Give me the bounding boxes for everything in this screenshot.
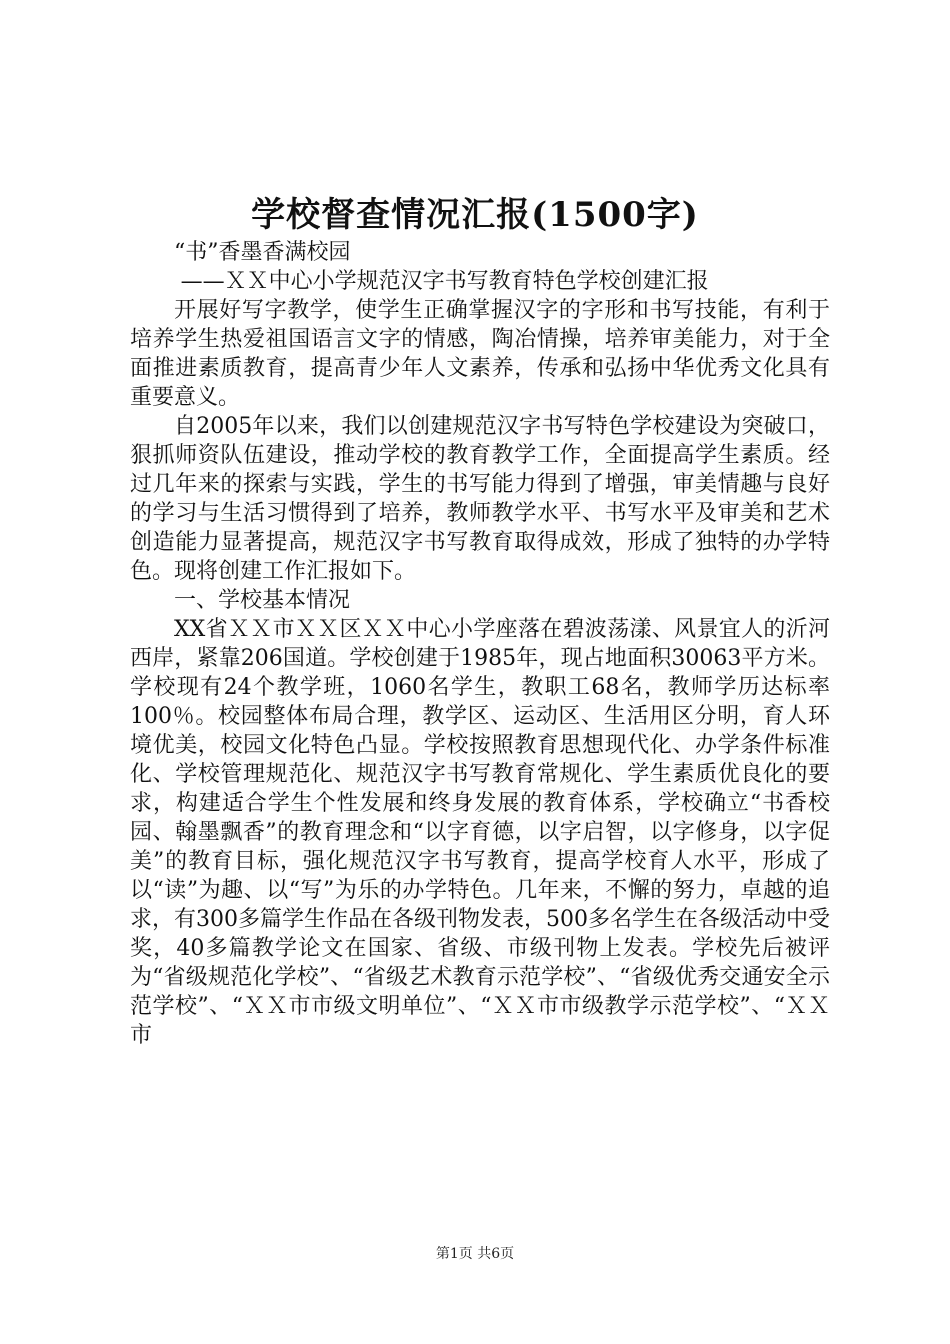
- document-heading: “书”香墨香满校园: [174, 240, 351, 265]
- paragraph-intro: 开展好写字教学，使学生正确掌握汉字的字形和书写技能，有利于培养学生热爱祖国语言文字的情感，陶冶情操，培养审美能力，对于全面推进素质教育，提高青少年人文素养，传承和弘扬中华优秀文化具有重要意义。: [130, 298, 830, 410]
- page-footer: 第1页 共6页: [435, 1246, 515, 1262]
- paragraph-school-overview: XX省ＸＸ市ＸＸ区ＸＸ中心小学座落在碧波荡漾、风景宜人的沂河西岸，紧靠206国道。学校创建于1985年，现占地面积30063平方米。学校现有24个教学班，1060名学生，教职工68名，教师学历达标率100％。校园整体布局合理，教学区、运动区、生活用区分明，育人环境优美，校园文化特色凸显。学校按照教育思想现代化、办学条件标准化、学校管理规范化、规范汉字书写教育常规化、学生素质优良化的要求，构建适合学生个性发展和终身发展的教育体系，学校确立“书香校园、翰墨飘香”的教育理念和“以字育德，以字启智，以字修身，以字促美”的教育目标，强化规范汉字书写教育，提高学校育人水平，形成了以“读”为趣、以“写”为乐的办学特色。几年来，不懈的努力，卓越的追求，有300多篇学生作品在各级刊物发表，500多名学生在各级活动中受奖，40多篇教学论文在国家、省级、市级刊物上发表。学校先后被评为“省级规范化学校”、“省级艺术教育示范学校”、“省级优秀交通安全示范学校”、“ＸＸ市市级文明单位”、“ＸＸ市市级教学示范学校”、“ＸＸ市: [130, 617, 830, 1048]
- paragraph-since-2005: 自2005年以来，我们以创建规范汉字书写特色学校建设为突破口，狠抓师资队伍建设，推动学校的教育教学工作，全面提高学生素质。经过几年来的探索与实践，学生的书写能力得到了增强，审美情趣与良好的学习与生活习惯得到了培养，教师教学水平、书写水平及审美和艺术创造能力显著提高，规范汉字书写教育取得成效，形成了独特的办学特色。现将创建工作汇报如下。: [130, 414, 830, 584]
- document-body: [130, 238, 830, 1050]
- section-heading-basic-info: 一、学校基本情况: [174, 588, 351, 613]
- document-title: 学校督查情况汇报(1500字): [251, 195, 699, 235]
- document-subheading: ——ＸＸ中心小学规范汉字书写教育特色学校创建汇报: [180, 269, 709, 294]
